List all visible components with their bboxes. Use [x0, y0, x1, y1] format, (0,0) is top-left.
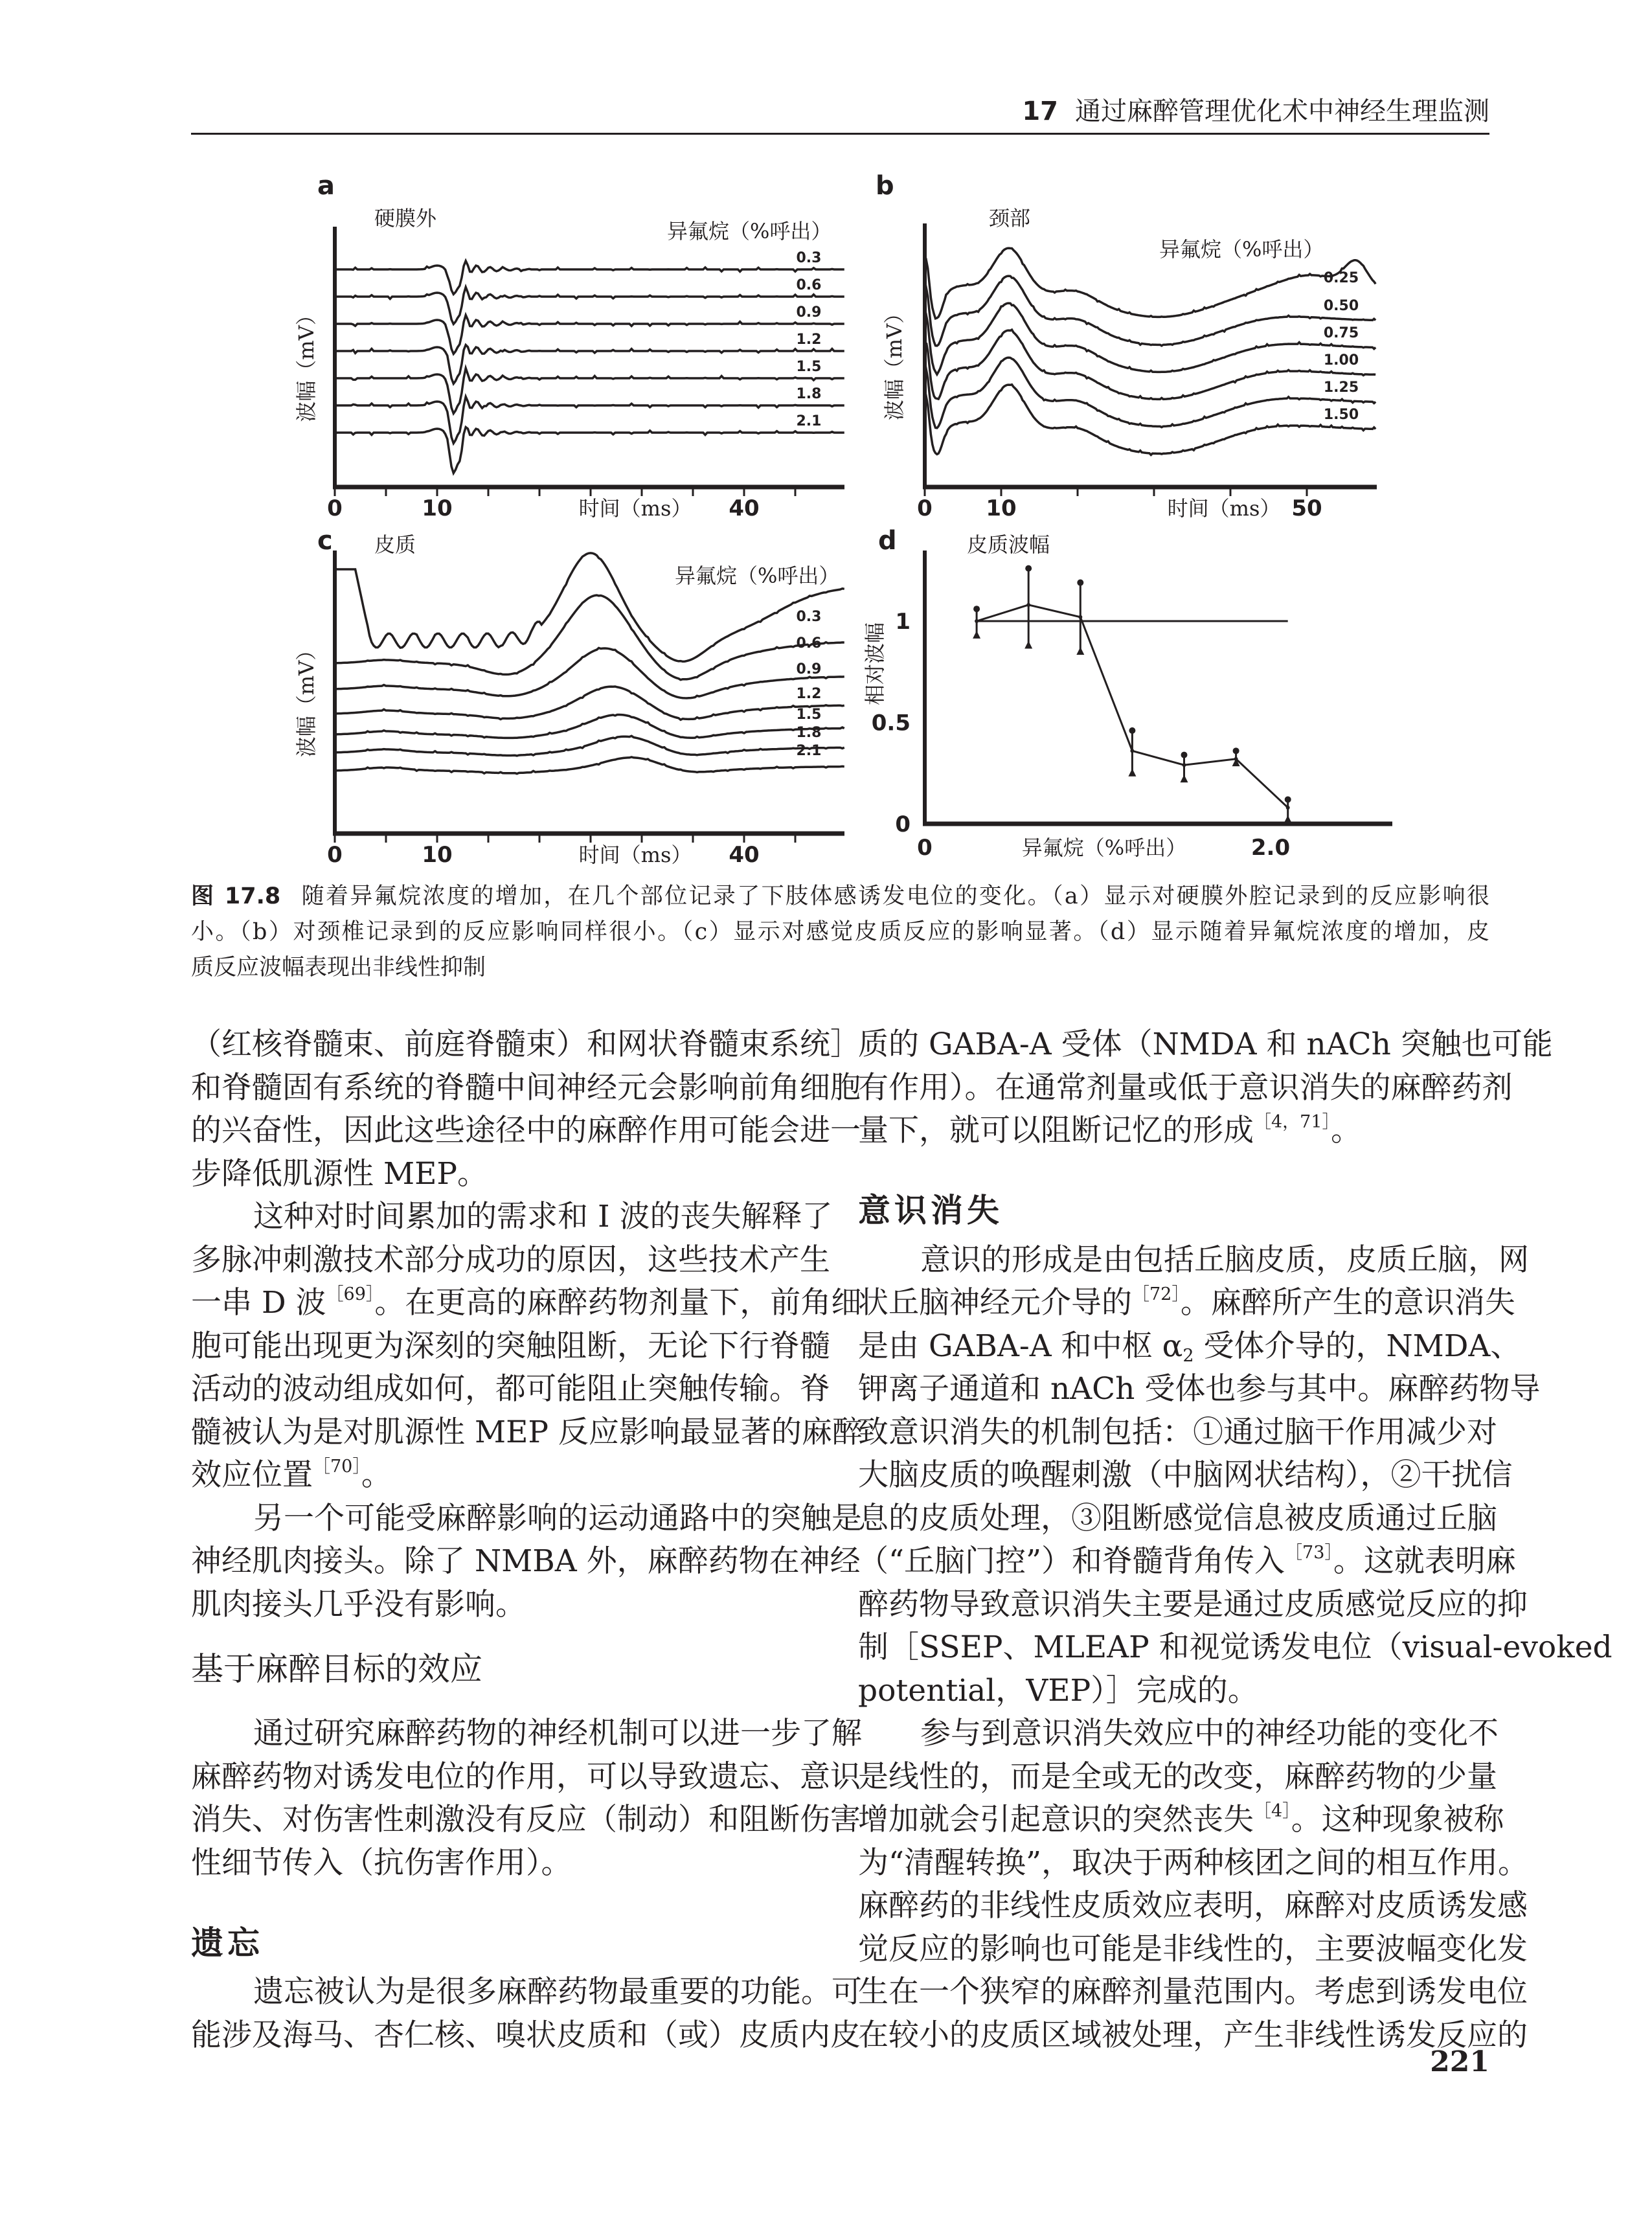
x-axis-label: 时间（ms）	[1167, 496, 1281, 521]
caption-line	[191, 879, 1489, 914]
figure-number: 图 17.8	[191, 883, 281, 909]
text-line: 觉反应的影响也可能是非线性的，主要波幅变化发	[858, 1931, 1528, 1967]
trace-label: 1.8	[796, 725, 822, 741]
text-line: 意识的形成是由包括丘脑皮质，皮质丘脑，网	[920, 1242, 1529, 1278]
text-line: 活动的波动组成如何，都可能阻止突触传输。脊	[191, 1371, 830, 1407]
data-point	[975, 619, 979, 623]
trace-line	[925, 330, 1375, 399]
subscript: 2	[1182, 1345, 1194, 1366]
data-point	[1026, 603, 1030, 607]
citation-ref: ［73］	[1285, 1543, 1333, 1563]
trace-label: 1.50	[1323, 407, 1359, 423]
text-line: 醉药物导致意识消失主要是通过皮质感觉反应的抑	[858, 1586, 1528, 1622]
text-line: 通过研究麻醉药物的神经机制可以进一步了解	[253, 1716, 862, 1751]
trace-label: 2.1	[796, 743, 822, 759]
legend-title: 异氟烷（%呼出）	[667, 219, 832, 244]
trace-label: 1.2	[796, 686, 822, 702]
text-line: 麻醉药物对诱发电位的作用，可以导致遗忘、意识	[191, 1758, 861, 1795]
data-point	[1078, 615, 1082, 619]
trace-line	[335, 397, 844, 444]
x-tick-label: 40	[729, 842, 760, 868]
figure-caption	[191, 879, 1489, 986]
text-line: 一串 D 波$^{[69]}$。在更高的麻醉药物剂量下，前角细	[191, 1284, 862, 1321]
text-line: （红核脊髓束、前庭脊髓束）和网状脊髓束系统］	[191, 1027, 861, 1062]
trace-line	[925, 276, 1375, 346]
text-line: 在较小的皮质区域被处理，产生非线性诱发反应的	[858, 2017, 1528, 2053]
panel-site-label: 颈部	[989, 206, 1031, 231]
trace-line	[335, 261, 844, 295]
trace-line	[925, 303, 1375, 374]
text-line: 为“清醒转换”，取决于两种核团之间的相互作用。	[858, 1845, 1529, 1881]
x-tick-label: 0	[917, 495, 933, 521]
trace-line	[335, 715, 844, 738]
x-tick-label: 0	[327, 495, 343, 521]
text-line: 大脑皮质的唤醒刺激（中脑网状结构），②干扰信	[858, 1457, 1513, 1493]
caption-line: 小。（b）对颈椎记录到的反应影响同样很小。（c）显示对感觉皮质反应的影响显著。（d）显示随着异氟烷浓度的增加，皮	[191, 919, 1489, 945]
citation-ref: ［4］	[1254, 1801, 1291, 1821]
text-line: 这种对时间累加的需求和 I 波的丧失解释了	[253, 1199, 833, 1234]
text-line: 髓被认为是对肌源性 MEP 反应影响最显著的麻醉	[191, 1414, 863, 1450]
subsection-heading: 遗忘	[191, 1923, 264, 1962]
citation-ref: ［72］	[1132, 1284, 1181, 1304]
text-line: 是线性的，而是全或无的改变，麻醉药物的少量	[858, 1758, 1497, 1795]
trace-label: 0.6	[796, 635, 822, 652]
error-cap-lower	[1284, 815, 1292, 823]
text-line: 生在一个狭窄的麻醉剂量范围内。考虑到诱发电位	[858, 1974, 1528, 2010]
trace-label: 1.00	[1323, 352, 1359, 369]
text-line: 制［SSEP、MLEAP 和视觉诱发电位（visual-evoked	[858, 1630, 1612, 1665]
y-tick-label: 1	[895, 609, 911, 635]
text-line: 质的 GABA-A 受体（NMDA 和 nACh 突触也可能	[858, 1027, 1553, 1062]
error-cap-lower	[1076, 647, 1084, 655]
trace-line	[335, 427, 844, 473]
panel-site-label: 皮质	[374, 532, 416, 557]
trace-line	[335, 315, 844, 354]
trace-label: 0.3	[796, 609, 822, 625]
trace-label: 0.9	[796, 661, 822, 677]
error-cap-upper	[1285, 796, 1291, 802]
error-cap-upper	[1129, 727, 1135, 734]
citation-ref: ［69］	[326, 1284, 375, 1304]
y-axis-label: 波幅（mV）	[882, 302, 907, 421]
trace-label: 1.25	[1323, 380, 1359, 396]
x-tick-label: 10	[422, 842, 453, 868]
text-line: 肌肉接头几乎没有影响。	[191, 1586, 526, 1622]
text-line: 另一个可能受麻醉影响的运动通路中的突触是	[253, 1500, 862, 1536]
trace-line	[335, 369, 844, 414]
text-line: 和脊髓固有系统的脊髓中间神经元会影响前角细胞	[191, 1069, 861, 1106]
error-cap-lower	[973, 631, 980, 639]
trace-label: 0.3	[796, 250, 822, 266]
chapter-number: 17	[1022, 97, 1058, 126]
trace-line	[335, 648, 844, 699]
caption-line: 质反应波幅表现出非线性抑制	[191, 955, 486, 981]
y-axis-label: 波幅（mV）	[294, 304, 319, 422]
text-line: 神经肌肉接头。除了 NMBA 外，麻醉药物在神经	[191, 1543, 861, 1579]
error-cap-lower	[1128, 769, 1136, 777]
error-cap-upper	[1233, 747, 1239, 754]
x-axis-label: 时间（ms）	[578, 843, 692, 867]
text-line: 致意识消失的机制包括：①通过脑干作用减少对	[858, 1414, 1497, 1450]
x-tick-label: 10	[422, 495, 453, 521]
text-line: 能涉及海马、杏仁核、嗅状皮质和（或）皮质内皮	[191, 2017, 861, 2053]
trace-label: 0.75	[1323, 325, 1359, 341]
subsection-heading: 意识消失	[858, 1191, 1003, 1230]
data-point	[1182, 763, 1186, 767]
x-tick-label: 0	[917, 835, 933, 861]
text-line: 是由 GABA-A 和中枢 $\alpha_2$ 受体介导的，NMDA、	[858, 1328, 1521, 1366]
text-line: 性细节传入（抗伤害作用）。	[191, 1845, 572, 1881]
legend-title: 异氟烷（%呼出）	[675, 563, 840, 588]
y-axis-label: 波幅（mV）	[294, 639, 319, 758]
panel-letter-b: b	[876, 171, 894, 201]
text-line: 量下，就可以阻断记忆的形成$^{[4,71]}$。	[858, 1112, 1362, 1148]
y-axis-label: 相对波幅	[863, 622, 887, 706]
trace-label: 0.9	[796, 304, 822, 321]
text-line: 胞可能出现更为深刻的突触阻断，无论下行脊髓	[191, 1328, 830, 1364]
error-cap-upper	[1077, 580, 1083, 586]
error-cap-upper	[973, 606, 980, 612]
trace-label: 2.1	[796, 413, 822, 429]
figure-17-8	[0, 0, 1652, 868]
x-tick-label: 2.0	[1250, 835, 1291, 861]
text-line: 多脉冲刺激技术部分成功的原因，这些技术产生	[191, 1242, 830, 1278]
x-axis-label: 异氟烷（%呼出）	[1021, 835, 1187, 860]
series-line	[977, 605, 1288, 808]
error-cap-upper	[1181, 752, 1188, 758]
panel-site-label: 硬膜外	[374, 206, 437, 231]
panel-site-label: 皮质波幅	[967, 532, 1050, 557]
x-tick-label: 10	[986, 495, 1017, 521]
text-line: 的兴奋性，因此这些途径中的麻醉作用可能会进一	[191, 1113, 861, 1148]
text-line: potential，VEP）］完成的。	[858, 1672, 1258, 1709]
x-tick-label: 40	[729, 495, 760, 521]
trace-line	[335, 595, 844, 680]
trace-line	[925, 358, 1375, 428]
text-line: 钾离子通道和 nACh 受体也参与其中。麻醉药物导	[858, 1371, 1541, 1407]
text-line: （“丘脑门控”）和脊髓背角传入$^{[73]}$。这就表明麻	[858, 1543, 1516, 1579]
trace-line	[335, 736, 844, 756]
trace-label: 0.25	[1323, 270, 1359, 286]
page-number: 221	[1430, 2045, 1489, 2078]
data-point	[1130, 749, 1134, 753]
text-line: 有作用）。在通常剂量或低于意识消失的麻醉药剂	[858, 1069, 1513, 1106]
y-tick-label: 0	[895, 812, 911, 837]
trace-label: 1.5	[796, 707, 822, 723]
trace-line	[335, 287, 844, 324]
error-cap-upper	[1025, 565, 1032, 572]
data-point	[1234, 757, 1238, 761]
trace-line	[925, 385, 1375, 455]
chapter-title: 通过麻醉管理优化术中神经生理监测	[1075, 97, 1489, 126]
section-heading: 基于麻醉目标的效应	[191, 1650, 482, 1688]
trace-line	[335, 757, 844, 774]
text-line: 麻醉药的非线性皮质效应表明，麻醉对皮质诱发感	[858, 1888, 1528, 1924]
text-line: 效应位置$^{[70]}$。	[191, 1457, 392, 1493]
data-point	[1286, 806, 1290, 810]
error-cap-lower	[1024, 641, 1032, 649]
text-line: 状丘脑神经元介导的$^{[72]}$。麻醉所产生的意识消失	[858, 1284, 1515, 1321]
caption-text: 随着异氟烷浓度的增加，在几个部位记录了下肢体感诱发电位的变化。（a）显示对硬膜外腔记录到的反应影响很	[300, 883, 1489, 909]
x-axis-label: 时间（ms）	[578, 496, 692, 521]
x-tick-label: 50	[1291, 495, 1322, 521]
citation-ref: ［70］	[313, 1457, 361, 1477]
trace-label: 1.8	[796, 386, 822, 402]
text-line: 增加就会引起意识的突然丧失$^{[4]}$。这种现象被称	[858, 1801, 1504, 1837]
legend-title: 异氟烷（%呼出）	[1159, 237, 1324, 262]
trace-label: 0.50	[1323, 298, 1359, 314]
panel-letter-c: c	[317, 526, 333, 556]
panel-letter-d: d	[878, 526, 897, 556]
text-line: 息的皮质处理，③阻断感觉信息被皮质通过丘脑	[858, 1500, 1497, 1536]
text-line: 消失、对伤害性刺激没有反应（制动）和阻断伤害	[191, 1802, 861, 1837]
citation-ref: ［4，71］	[1254, 1112, 1331, 1132]
text-line: 遗忘被认为是很多麻醉药物最重要的功能。可	[253, 1974, 862, 2010]
error-cap-lower	[1181, 775, 1188, 782]
text-line: 步降低肌源性 MEP。	[191, 1155, 488, 1192]
panel-letter-a: a	[317, 171, 335, 201]
x-tick-label: 0	[327, 842, 343, 868]
trace-label: 1.5	[796, 359, 822, 375]
y-tick-label: 0.5	[871, 710, 911, 736]
text-line: 参与到意识消失效应中的神经功能的变化不	[920, 1716, 1499, 1751]
trace-label: 0.6	[796, 277, 822, 293]
trace-line	[335, 687, 844, 720]
trace-label: 1.2	[796, 332, 822, 348]
